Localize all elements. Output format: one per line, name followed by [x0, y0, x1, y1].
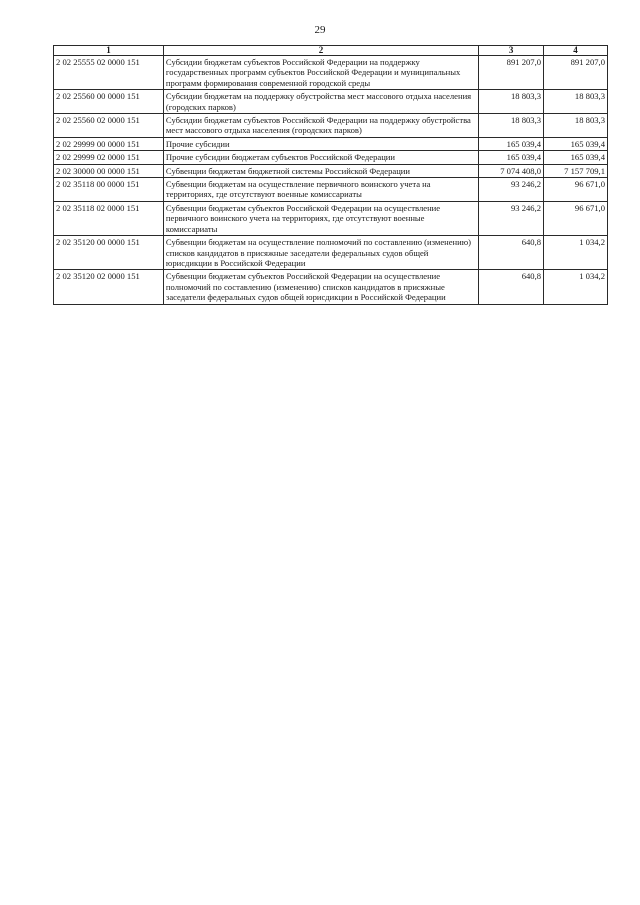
- budget-code-cell: 2 02 35118 02 0000 151: [54, 201, 164, 235]
- value-col3-cell: 165 039,4: [479, 137, 544, 150]
- description-cell: Субвенции бюджетам бюджетной системы Российской Федерации: [163, 164, 478, 177]
- table-row: [54, 56, 608, 90]
- budget-table: [53, 45, 608, 305]
- description-cell: Субвенции бюджетам субъектов Российской Федерации на осуществление полномочий по составлению (изменению) списков кандидатов в присяжные заседатели федеральных судов общей юрисдикции в Российской Федерации: [163, 270, 478, 304]
- value-col4-cell: 165 039,4: [544, 151, 608, 164]
- table-row: [54, 201, 608, 235]
- column-header-1: 1: [54, 46, 164, 56]
- description-cell: Субвенции бюджетам на осуществление первичного воинского учета на территориях, где отсутствуют военные комиссариаты: [163, 178, 478, 202]
- value-col3-cell: 93 246,2: [479, 201, 544, 235]
- value-col3-cell: 18 803,3: [479, 114, 544, 138]
- value-col4-cell: 96 671,0: [544, 201, 608, 235]
- budget-code-cell: 2 02 25560 00 0000 151: [54, 90, 164, 114]
- value-col3-cell: 93 246,2: [479, 178, 544, 202]
- value-col3-cell: 891 207,0: [479, 56, 544, 90]
- value-col4-cell: 891 207,0: [544, 56, 608, 90]
- budget-code-cell: 2 02 30000 00 0000 151: [54, 164, 164, 177]
- page-number: 29: [314, 24, 326, 36]
- budget-code-cell: 2 02 35120 00 0000 151: [54, 236, 164, 270]
- value-col4-cell: 165 039,4: [544, 137, 608, 150]
- value-col4-cell: 1 034,2: [544, 236, 608, 270]
- table-row: [54, 270, 608, 304]
- table-row: [54, 236, 608, 270]
- budget-code-cell: 2 02 29999 00 0000 151: [54, 137, 164, 150]
- table-row: [54, 151, 608, 164]
- budget-code-cell: 2 02 25555 02 0000 151: [54, 56, 164, 90]
- table-row: [54, 90, 608, 114]
- description-cell: Субсидии бюджетам на поддержку обустройства мест массового отдыха населения (городских парков): [163, 90, 478, 114]
- value-col3-cell: 640,8: [479, 270, 544, 304]
- description-cell: Прочие субсидии бюджетам субъектов Российской Федерации: [163, 151, 478, 164]
- value-col3-cell: 7 074 408,0: [479, 164, 544, 177]
- value-col4-cell: 7 157 709,1: [544, 164, 608, 177]
- table-row: [54, 114, 608, 138]
- column-header-2: 2: [163, 46, 478, 56]
- budget-code-cell: 2 02 35120 02 0000 151: [54, 270, 164, 304]
- description-cell: Субвенции бюджетам субъектов Российской Федерации на осуществление первичного воинского учета на территориях, где отсутствуют военные комиссариаты: [163, 201, 478, 235]
- description-cell: Прочие субсидии: [163, 137, 478, 150]
- value-col3-cell: 640,8: [479, 236, 544, 270]
- description-cell: Субвенции бюджетам на осуществление полномочий по составлению (изменению) списков кандидатов в присяжные заседатели федеральных судов общей юрисдикции в Российской Федерации: [163, 236, 478, 270]
- table-row: [54, 137, 608, 150]
- column-header-3: 3: [479, 46, 544, 56]
- budget-code-cell: 2 02 29999 02 0000 151: [54, 151, 164, 164]
- value-col3-cell: 18 803,3: [479, 90, 544, 114]
- description-cell: Субсидии бюджетам субъектов Российской Федерации на поддержку государственных программ субъектов Российской Федерации и муниципальных программ формирования современной городской среды: [163, 56, 478, 90]
- value-col4-cell: 96 671,0: [544, 178, 608, 202]
- value-col4-cell: 18 803,3: [544, 90, 608, 114]
- value-col4-cell: 18 803,3: [544, 114, 608, 138]
- value-col4-cell: 1 034,2: [544, 270, 608, 304]
- budget-code-cell: 2 02 35118 00 0000 151: [54, 178, 164, 202]
- table-row: [54, 164, 608, 177]
- description-cell: Субсидии бюджетам субъектов Российской Федерации на поддержку обустройства мест массового отдыха населения (городских парков): [163, 114, 478, 138]
- table-header-row: [54, 46, 608, 56]
- table-row: [54, 178, 608, 202]
- budget-code-cell: 2 02 25560 02 0000 151: [54, 114, 164, 138]
- value-col3-cell: 165 039,4: [479, 151, 544, 164]
- column-header-4: 4: [544, 46, 608, 56]
